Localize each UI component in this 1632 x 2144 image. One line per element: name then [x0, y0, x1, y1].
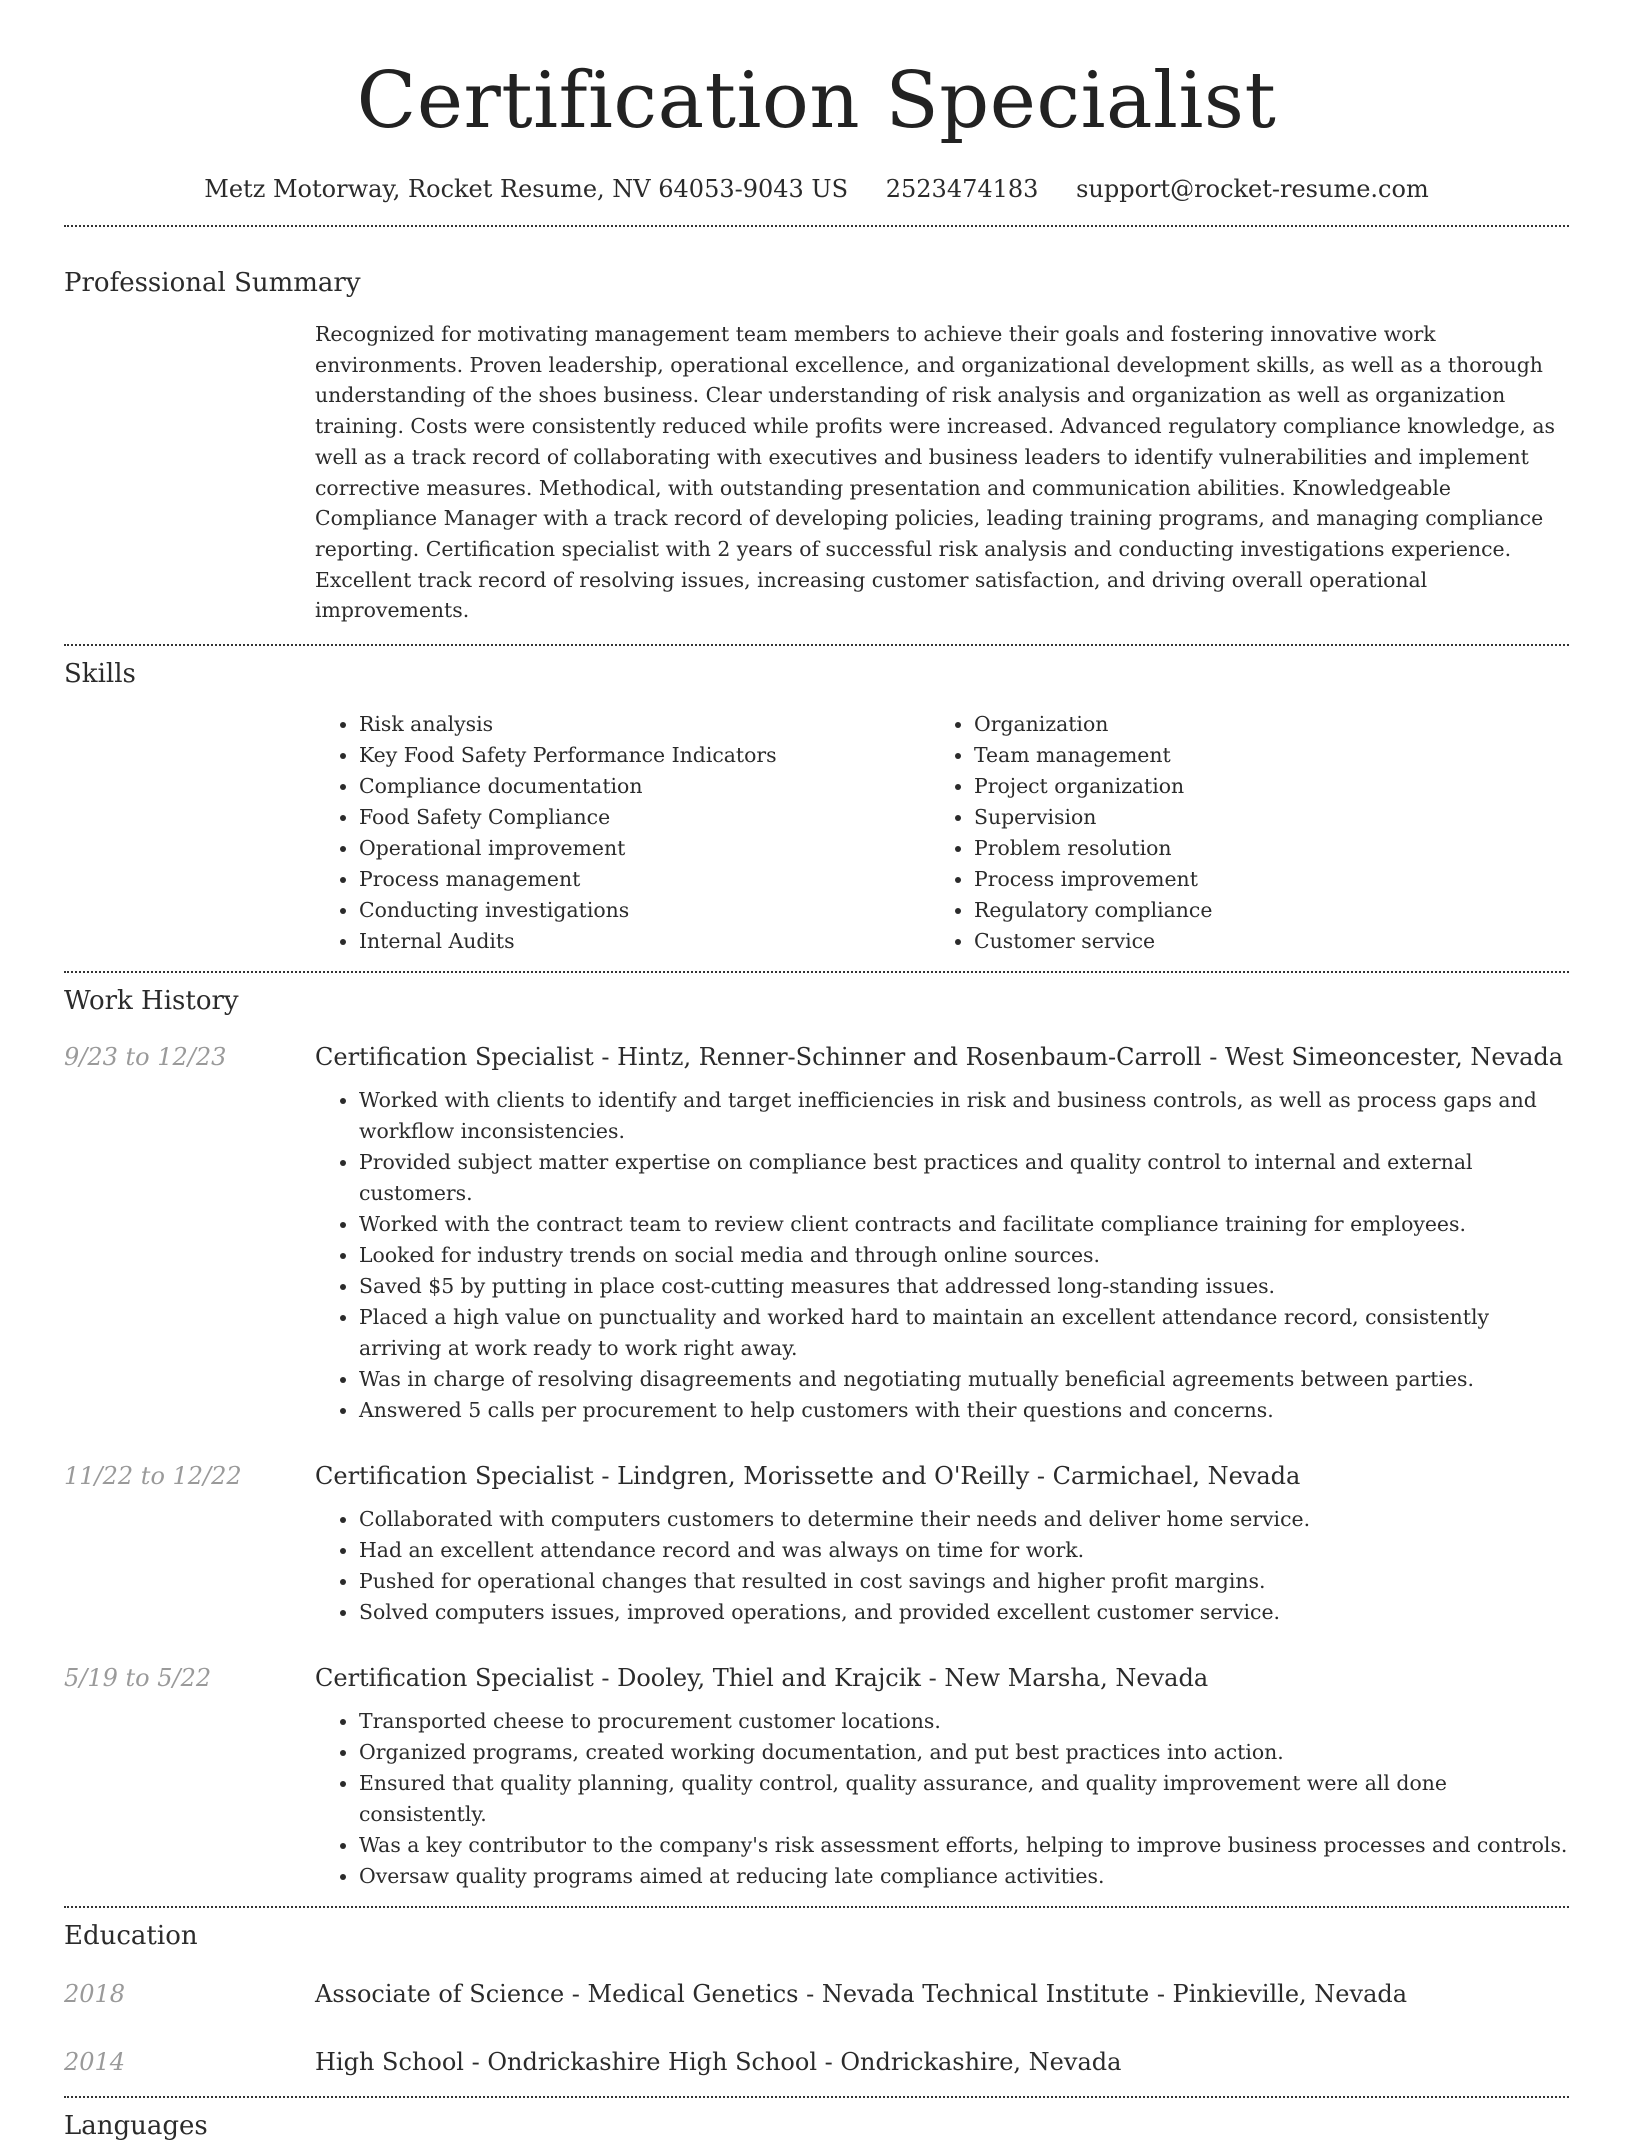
job-bullet: • Organized programs, created working documentation, and put best practices into action. — [359, 1737, 1569, 1768]
job-header — [64, 1039, 1569, 1075]
divider — [64, 644, 1569, 646]
skills-list — [315, 709, 1569, 957]
job-header — [64, 1458, 1569, 1494]
job-dates: 11/22 to 12/22 — [64, 1462, 242, 1491]
job-bullet: • Answered 5 calls per procurement to help customers with their questions and concerns. — [359, 1395, 1569, 1426]
languages-heading: Languages — [64, 2111, 208, 2142]
education-entry — [64, 2044, 1569, 2080]
job-bullet: • Provided subject matter expertise on compliance best practices and quality control to internal and external customers. — [359, 1147, 1569, 1209]
summary-text: Recognized for motivating management team members to achieve their goals and fostering innovative work environments. Proven leadership, operational excellence, and organizational development skills, as well as a thorough understanding of the shoes business. Clear understanding of risk analysis and organization as well as organization training. Costs were consistently reduced while profits were increased. Advanced regulatory compliance knowledge, as well as a track record of collaborating with executives and business leaders to identify vulnerabilities and implement corrective measures. Methodical, with outstanding presentation and communication abilities. Knowledgeable Compliance Manager with a track record of developing policies, leading training programs, and managing compliance reporting. Certification specialist with 2 years of successful risk analysis and conducting investigations experience. Excellent track record of resolving issues, increasing customer satisfaction, and driving overall operational improvements. — [315, 322, 1555, 623]
email-link[interactable]: support@rocket-resume.com — [1076, 175, 1429, 203]
job-details — [315, 1504, 1569, 1628]
skills-column-left — [315, 709, 930, 957]
job-header — [64, 1660, 1569, 1696]
education-heading: Education — [64, 1921, 198, 1952]
job-details — [315, 1706, 1569, 1892]
job-bullets — [315, 1706, 1569, 1892]
job-details — [315, 1085, 1569, 1426]
address-text: Metz Motorway, Rocket Resume, NV 64053-9043 US — [204, 175, 849, 203]
skill-item: • Process management — [359, 864, 930, 895]
skills-heading: Skills — [64, 659, 136, 690]
skill-item: • Organization — [974, 709, 1545, 740]
skill-item: • Risk analysis — [359, 709, 930, 740]
skill-item: • Problem resolution — [974, 833, 1545, 864]
job-title: Certification Specialist - Lindgren, Morissette and O'Reilly - Carmichael, Nevada — [315, 1462, 1301, 1491]
education-entry — [64, 1976, 1569, 2012]
divider — [64, 225, 1569, 227]
job-bullet: • Worked with clients to identify and target inefficiencies in risk and business controls, as well as process gaps and workflow inconsistencies. — [359, 1085, 1569, 1147]
skills-column-right — [930, 709, 1545, 957]
job-bullet: • Was in charge of resolving disagreements and negotiating mutually beneficial agreements between parties. — [359, 1364, 1569, 1395]
summary-heading: Professional Summary — [64, 268, 361, 298]
skill-item: • Supervision — [974, 802, 1545, 833]
skill-item: • Operational improvement — [359, 833, 930, 864]
skill-item: • Internal Audits — [359, 926, 930, 957]
job-title: Certification Specialist - Hintz, Renner-Schinner and Rosenbaum-Carroll - West Simeoncester, Nevada — [315, 1043, 1564, 1072]
resume-page — [64, 0, 1569, 2144]
skill-item: • Team management — [974, 740, 1545, 771]
skill-item: • Project organization — [974, 771, 1545, 802]
contact-line — [64, 171, 1569, 207]
job-bullet: • Ensured that quality planning, quality control, quality assurance, and quality improvement were all done consistently. — [359, 1768, 1569, 1830]
skill-item: • Compliance documentation — [359, 771, 930, 802]
skill-item: • Conducting investigations — [359, 895, 930, 926]
skill-item: • Key Food Safety Performance Indicators — [359, 740, 930, 771]
divider — [64, 971, 1569, 973]
education-title: High School - Ondrickashire High School - Ondrickashire, Nevada — [315, 2048, 1122, 2077]
job-bullet: • Placed a high value on punctuality and worked hard to maintain an excellent attendance record, consistently arriving at work ready to work right away. — [359, 1302, 1569, 1364]
divider — [64, 2096, 1569, 2098]
skill-item: • Regulatory compliance — [974, 895, 1545, 926]
education-title: Associate of Science - Medical Genetics - Nevada Technical Institute - Pinkieville, Nevada — [315, 1980, 1408, 2009]
skill-item: • Food Safety Compliance — [359, 802, 930, 833]
job-dates: 5/19 to 5/22 — [64, 1664, 212, 1693]
job-bullets — [315, 1504, 1569, 1628]
job-bullets — [315, 1085, 1569, 1426]
job-bullet: • Oversaw quality programs aimed at reducing late compliance activities. — [359, 1861, 1569, 1892]
job-bullet: • Saved $5 by putting in place cost-cutting measures that addressed long-standing issues. — [359, 1271, 1569, 1302]
phone-text: 2523474183 — [885, 175, 1039, 203]
job-bullet: • Had an excellent attendance record and was always on time for work. — [359, 1535, 1569, 1566]
divider — [64, 1906, 1569, 1908]
job-bullet: • Was a key contributor to the company's risk assessment efforts, helping to improve business processes and controls. — [359, 1830, 1569, 1861]
skill-item: • Process improvement — [974, 864, 1545, 895]
resume-name: Certification Specialist — [356, 56, 1277, 146]
job-bullet: • Looked for industry trends on social media and through online sources. — [359, 1240, 1569, 1271]
job-dates: 9/23 to 12/23 — [64, 1043, 227, 1072]
job-bullet: • Transported cheese to procurement customer locations. — [359, 1706, 1569, 1737]
work-heading: Work History — [64, 986, 239, 1017]
education-year: 2018 — [64, 1980, 126, 2009]
skill-item: • Customer service — [974, 926, 1545, 957]
job-title: Certification Specialist - Dooley, Thiel and Krajcik - New Marsha, Nevada — [315, 1664, 1209, 1693]
job-bullet: • Solved computers issues, improved operations, and provided excellent customer service. — [359, 1597, 1569, 1628]
job-bullet: • Collaborated with computers customers to determine their needs and deliver home service. — [359, 1504, 1569, 1535]
education-year: 2014 — [64, 2048, 126, 2077]
job-bullet: • Pushed for operational changes that resulted in cost savings and higher profit margins. — [359, 1566, 1569, 1597]
job-bullet: • Worked with the contract team to review client contracts and facilitate compliance training for employees. — [359, 1209, 1569, 1240]
